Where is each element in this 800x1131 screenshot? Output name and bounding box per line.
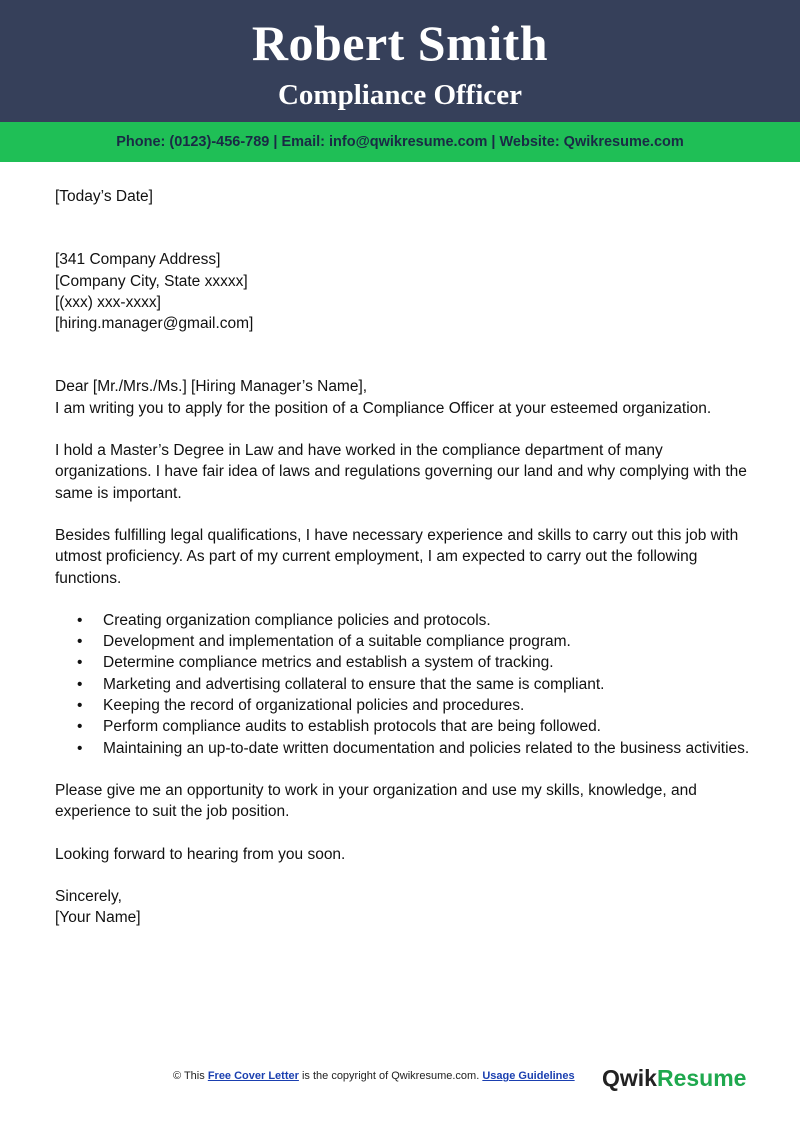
bullet-icon: •: [77, 611, 83, 629]
recipient-address: [55, 249, 755, 334]
job-title: Compliance Officer: [277, 79, 522, 111]
bullet-icon: •: [77, 697, 83, 715]
copyright-notice: [173, 1070, 575, 1082]
resume-header: [0, 0, 800, 122]
qualification-paragraph: I hold a Master’s Degree in Law and have worked in the compliance department of many organizations. I have fair idea of laws and regulations governing our land and why complying with the same is important.: [55, 442, 747, 502]
address-line: [(xxx) xxx-xxxx]: [55, 293, 161, 311]
free-cover-letter-link[interactable]: Free Cover Letter: [207, 1070, 299, 1082]
letter-body: [55, 186, 755, 928]
bullet-icon: •: [77, 633, 83, 651]
duties-list: [55, 610, 755, 759]
list-item: • Perform compliance audits to establish protocols that are being followed.: [103, 716, 755, 737]
contact-bar: Phone: (0123)-456-789 | Email: info@qwikresume.com | Website: Qwikresume.com: [0, 122, 800, 162]
list-item: • Determine compliance metrics and establish a system of tracking.: [103, 652, 755, 673]
list-item: • Maintaining an up-to-date written documentation and policies related to the business activities.: [103, 738, 755, 759]
closing-line: Looking forward to hearing from you soon.: [55, 845, 346, 863]
salutation: Dear [Mr./Mrs./Ms.] [Hiring Manager’s Name],: [55, 378, 368, 396]
list-item: • Development and implementation of a suitable compliance program.: [103, 631, 755, 652]
bullet-icon: •: [77, 675, 83, 693]
qwikresume-logo: QwikResume: [602, 1065, 747, 1091]
bullet-icon: •: [77, 739, 83, 757]
intro-paragraph: I am writing you to apply for the position of a Compliance Officer at your esteemed organization.: [55, 399, 712, 417]
list-item: • Creating organization compliance policies and protocols.: [103, 610, 755, 631]
address-line: [hiring.manager@gmail.com]: [55, 315, 254, 333]
copyright-middle: is the copyright of Qwikresume.com.: [301, 1070, 480, 1082]
list-item: • Keeping the record of organizational policies and procedures.: [103, 695, 755, 716]
address-line: [Company City, State xxxxx]: [55, 272, 248, 290]
copyright-prefix: © This: [173, 1070, 205, 1082]
usage-guidelines-link[interactable]: Usage Guidelines: [482, 1070, 575, 1082]
applicant-name: Robert Smith: [251, 15, 549, 71]
closing-paragraph: Please give me an opportunity to work in your organization and use my skills, knowledge, and experience to suit the job position.: [55, 781, 697, 821]
signature: [Your Name]: [55, 909, 141, 927]
footer: [0, 1064, 800, 1094]
list-item: • Marketing and advertising collateral to ensure that the same is compliant.: [103, 674, 755, 695]
letter-date: [Today’s Date]: [55, 188, 153, 205]
experience-paragraph: Besides fulfilling legal qualifications, I have necessary experience and skills to carry out this job with utmost proficiency. As part of my current employment, I am expected to carry out the following functions.: [55, 526, 739, 587]
bullet-icon: •: [77, 654, 83, 672]
signoff: Sincerely,: [55, 887, 122, 905]
bullet-icon: •: [77, 718, 83, 736]
address-line: [341 Company Address]: [55, 251, 221, 269]
